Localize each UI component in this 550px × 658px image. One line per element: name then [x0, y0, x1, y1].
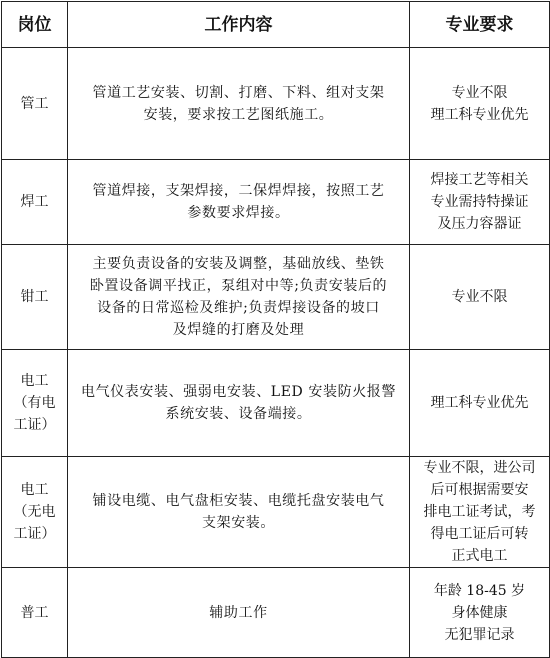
- table-row: [2, 457, 550, 568]
- content-line: 卧置设备调平找正，泵组对中等;负责安装后的: [89, 278, 388, 294]
- requirement-line: 后可根据需要安: [430, 482, 529, 498]
- requirement-line: 正式电工: [451, 548, 508, 564]
- requirement-line: 无犯罪记录: [444, 626, 515, 643]
- table-row: [2, 568, 550, 658]
- position-cell: [2, 457, 68, 568]
- position-cell: [2, 350, 68, 457]
- header-requirement: 专业要求: [410, 2, 550, 48]
- position-line: （有电: [13, 395, 56, 411]
- requirement-cell: [410, 48, 550, 160]
- content-line: 设备的日常巡检及维护;负责焊接设备的坡口: [97, 300, 380, 316]
- requirement-line: 专业不限: [451, 289, 508, 305]
- requirement-line: 得电工证后可转: [430, 526, 529, 542]
- position-cell: [2, 48, 68, 160]
- content-line: 安装，要求按工艺图纸施工。: [143, 106, 334, 123]
- content-line: 铺设电缆、电气盘柜安装、电缆托盘安装电气: [92, 493, 385, 509]
- content-line: 支架安装。: [202, 515, 275, 531]
- position-line: 普工: [20, 604, 49, 621]
- requirement-cell: [410, 160, 550, 245]
- position-line: 焊工: [20, 194, 49, 210]
- requirement-line: 及压力容器证: [437, 216, 522, 232]
- header-content: 工作内容: [68, 2, 410, 48]
- position-line: 工证）: [13, 526, 56, 542]
- position-cell: [2, 568, 68, 658]
- position-line: 电工: [20, 482, 49, 498]
- table-row: [2, 245, 550, 350]
- content-line: 系统安装、设备端接。: [165, 406, 312, 422]
- job-requirements-table: [1, 1, 550, 658]
- table-row: [2, 160, 550, 245]
- content-line: 参数要求焊接。: [187, 205, 290, 221]
- table-row: [2, 350, 550, 457]
- table-header-row: [2, 2, 550, 48]
- position-line: 电工: [20, 373, 49, 389]
- content-cell: [68, 568, 410, 658]
- requirement-line: 焊接工艺等相关: [430, 172, 529, 188]
- content-line: 辅助工作: [209, 604, 268, 621]
- content-cell: [68, 350, 410, 457]
- position-line: 管工: [20, 95, 49, 112]
- position-line: 工证）: [13, 417, 56, 433]
- requirement-line: 身体健康: [451, 604, 508, 621]
- requirement-line: 专业不限，进公司: [423, 460, 536, 476]
- content-cell: [68, 160, 410, 245]
- position-cell: [2, 245, 68, 350]
- content-line: 电气仪表安装、强弱电安装、LED 安装防火报警: [81, 384, 396, 400]
- position-cell: [2, 160, 68, 245]
- requirement-line: 专业不限: [451, 84, 508, 101]
- requirement-cell: [410, 457, 550, 568]
- content-cell: [68, 457, 410, 568]
- header-position: 岗位: [2, 2, 68, 48]
- requirement-cell: [410, 350, 550, 457]
- position-line: 钳工: [20, 289, 49, 305]
- requirement-line: 年龄 18-45 岁: [433, 582, 526, 599]
- position-line: （无电: [13, 504, 56, 520]
- content-cell: [68, 245, 410, 350]
- content-line: 主要负责设备的安装及调整，基础放线、垫铁: [92, 256, 385, 272]
- content-cell: [68, 48, 410, 160]
- requirement-line: 理工科专业优先: [430, 395, 529, 411]
- content-line: 管道焊接，支架焊接，二保焊焊接，按照工艺: [92, 183, 385, 199]
- requirement-line: 排电工证考试，考: [423, 504, 536, 520]
- requirement-cell: [410, 245, 550, 350]
- content-line: 管道工艺安装、切割、打磨、下料、组对支架: [92, 84, 385, 101]
- table-row: [2, 48, 550, 160]
- requirement-line: 专业需持特操证: [430, 194, 529, 210]
- requirement-line: 理工科专业优先: [430, 106, 529, 123]
- requirement-cell: [410, 568, 550, 658]
- content-line: 及焊缝的打磨及处理: [172, 322, 305, 338]
